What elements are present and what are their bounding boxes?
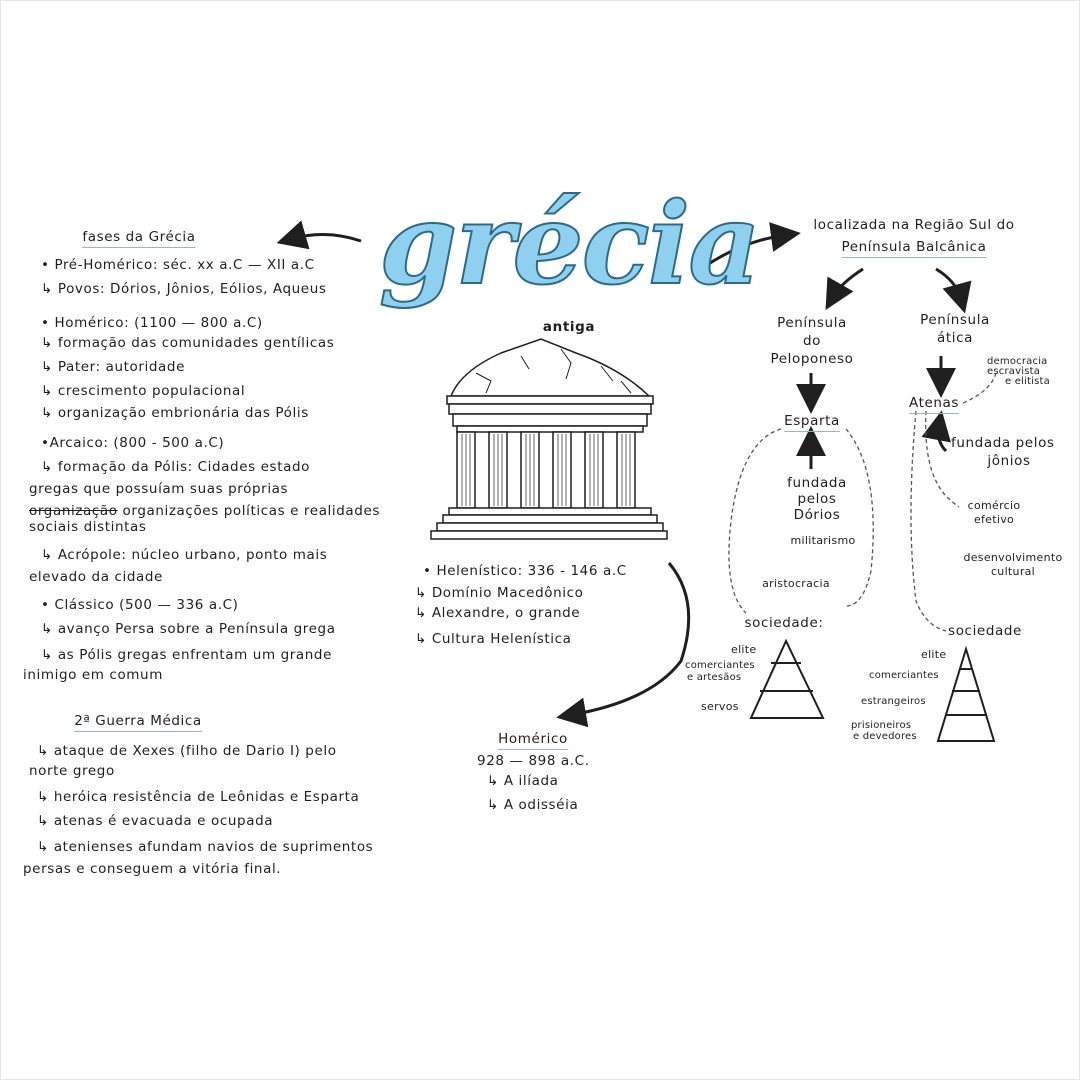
pater-line xyxy=(41,359,185,375)
arrow-to-fases xyxy=(291,234,361,241)
drawing-layer xyxy=(1,1,1080,1080)
atenienses-text: atenienses afundam navios de suprimentos xyxy=(53,839,374,855)
homerico-heading: Homérico xyxy=(498,731,568,750)
esparta-name: Esparta xyxy=(784,413,840,432)
formacao-comunidades-text: formação das comunidades gentílicas xyxy=(57,335,335,351)
povos-text: Povos: Dórios, Jônios, Eólios, Aqueus xyxy=(57,281,327,297)
polis-enfrentam-text: as Pólis gregas enfrentam um grande xyxy=(57,647,333,663)
atica-l1: Península xyxy=(920,312,990,328)
ataque-text: ataque de Xexes (filho de Dario I) pelo xyxy=(53,743,337,759)
polis-enfrentam-line xyxy=(41,647,332,663)
desenvolvimento-l2: cultural xyxy=(990,565,1036,578)
atenas-prisioneiros-l2: e devedores xyxy=(853,731,917,742)
helenistico-fase: • Helenístico: 336 - 146 a.C xyxy=(423,563,627,579)
peloponeso-l1: Península xyxy=(777,315,847,331)
atenas-fundada-l1: fundada pelos xyxy=(951,435,1055,451)
localizacao-line1: localizada na Região Sul do xyxy=(813,217,1015,233)
arrow-to-homerico xyxy=(571,563,689,715)
democracia-l1: democracia xyxy=(987,356,1048,367)
atenas-sociedade: sociedade xyxy=(948,623,1022,639)
esparta-fundada-l3: Dórios xyxy=(793,507,841,523)
dominio-line xyxy=(415,585,584,601)
subtitle-antiga: antiga xyxy=(542,319,596,335)
esparta-fundada-l2: pelos xyxy=(797,491,837,507)
atenas-evacuada-line xyxy=(37,813,273,829)
atenas-name: Atenas xyxy=(909,395,959,414)
arrow-fundada-atenas xyxy=(938,425,946,451)
acropole-text: Acrópole: núcleo urbano, ponto mais xyxy=(57,547,328,563)
esparta-sociedade: sociedade: xyxy=(744,615,824,631)
atenas-fundada-l2: jônios xyxy=(987,453,1031,469)
title-grecia: grécia xyxy=(379,179,759,310)
avanco-line xyxy=(41,621,336,637)
sub-arrow-icon: ↳ xyxy=(41,547,58,563)
esparta-comerciantes-l2: e artesãos xyxy=(687,672,742,683)
formacao-polis-line xyxy=(41,459,310,475)
homerico-dates: 928 — 898 a.C. xyxy=(477,753,590,769)
persas-line: persas e conseguem a vitória final. xyxy=(23,861,282,877)
arrow-to-atica xyxy=(936,269,961,299)
atenas-estrangeiros: estrangeiros xyxy=(861,696,926,707)
esparta-elite: elite xyxy=(731,643,757,656)
atenas-prisioneiros-l1: prisioneiros xyxy=(851,720,912,731)
atica-l2: ática xyxy=(936,330,974,346)
esparta-pyramid xyxy=(751,641,823,718)
pre-homerico: • Pré-Homérico: séc. xx a.C — XII a.C xyxy=(41,257,315,273)
formacao-polis-text: formação da Pólis: Cidades estado xyxy=(57,459,310,475)
crescimento-line xyxy=(41,383,245,399)
cultura-text: Cultura Helenística xyxy=(431,631,572,647)
avanco-text: avanço Persa sobre a Península grega xyxy=(57,621,336,637)
iliada-line xyxy=(487,773,559,789)
organizacao-text: organização embrionária das Pólis xyxy=(57,405,309,421)
sub-arrow-icon: ↳ xyxy=(41,405,58,421)
sub-arrow-icon: ↳ xyxy=(487,797,504,813)
org-politicas-text: organizações políticas e realidades xyxy=(122,503,381,519)
sub-arrow-icon: ↳ xyxy=(37,743,54,759)
organizacao-line xyxy=(41,405,309,421)
dominio-text: Domínio Macedônico xyxy=(431,585,584,601)
atenienses-line xyxy=(37,839,373,855)
atenas-evacuada-text: atenas é evacuada e ocupada xyxy=(53,813,274,829)
atenas-elite: elite xyxy=(921,648,947,661)
esparta-servos: servos xyxy=(701,700,739,713)
peloponeso-l2: do xyxy=(802,333,822,349)
sub-arrow-icon: ↳ xyxy=(415,631,432,647)
ataque-line xyxy=(37,743,337,759)
sub-arrow-icon: ↳ xyxy=(487,773,504,789)
localizacao-line2: Península Balcânica xyxy=(841,239,986,258)
sociais-line: sociais distintas xyxy=(29,519,147,535)
aristocracia: aristocracia xyxy=(762,577,830,590)
sub-arrow-icon: ↳ xyxy=(37,813,54,829)
sub-arrow-icon: ↳ xyxy=(41,335,58,351)
norte-line: norte grego xyxy=(29,763,115,779)
esparta-comerciantes-l1: comerciantes xyxy=(685,660,755,671)
sub-arrow-icon: ↳ xyxy=(41,621,58,637)
parthenon-illustration xyxy=(431,339,667,539)
alexandre-text: Alexandre, o grande xyxy=(431,605,581,621)
sub-arrow-icon: ↳ xyxy=(41,281,58,297)
sub-arrow-icon: ↳ xyxy=(415,605,432,621)
formacao-comunidades-line xyxy=(41,335,334,351)
org-politicas-line xyxy=(29,503,380,519)
peloponeso-l3: Peloponeso xyxy=(770,351,854,367)
inimigo-line: inimigo em comum xyxy=(23,667,163,683)
povos-line xyxy=(41,281,327,297)
comercio-l1: comércio xyxy=(967,499,1021,512)
heroica-line xyxy=(37,789,359,805)
pater-text: Pater: autoridade xyxy=(57,359,185,375)
democracia-l2: escravista xyxy=(987,366,1041,377)
desenvolvimento-l1: desenvolvimento xyxy=(963,551,1063,564)
sub-arrow-icon: ↳ xyxy=(41,459,58,475)
homerico-fase: • Homérico: (1100 — 800 a.C) xyxy=(41,315,263,331)
classico-fase: • Clássico (500 — 336 a.C) xyxy=(41,597,239,613)
sub-arrow-icon: ↳ xyxy=(37,839,54,855)
alexandre-line xyxy=(415,605,580,621)
guerra-heading: 2ª Guerra Médica xyxy=(74,713,202,732)
arrow-to-peloponeso xyxy=(833,269,863,297)
arcaico-fase: •Arcaico: (800 - 500 a.C) xyxy=(41,435,225,451)
sub-arrow-icon: ↳ xyxy=(41,359,58,375)
odisseia-text: A odisséia xyxy=(503,797,579,813)
elevado-line: elevado da cidade xyxy=(29,569,163,585)
odisseia-line xyxy=(487,797,578,813)
atenas-pyramid xyxy=(938,649,994,741)
sub-arrow-icon: ↳ xyxy=(41,647,58,663)
comercio-l2: efetivo xyxy=(973,513,1015,526)
iliada-text: A ilíada xyxy=(503,773,559,789)
sub-arrow-icon: ↳ xyxy=(41,383,58,399)
heroica-text: heróica resistência de Leônidas e Esparta xyxy=(53,789,360,805)
fases-heading: fases da Grécia xyxy=(82,229,195,248)
sub-arrow-icon: ↳ xyxy=(415,585,432,601)
gregas-line: gregas que possuíam suas próprias xyxy=(29,481,289,497)
militarismo: militarismo xyxy=(790,534,856,547)
acropole-line xyxy=(41,547,327,563)
democracia-l3: e elitista xyxy=(1005,376,1050,387)
crescimento-text: crescimento populacional xyxy=(57,383,246,399)
sub-arrow-icon: ↳ xyxy=(37,789,54,805)
esparta-fundada-l1: fundada xyxy=(787,475,847,491)
cultura-line xyxy=(415,631,572,647)
struck-word: organização xyxy=(29,503,118,519)
atenas-comerciantes: comerciantes xyxy=(869,670,939,681)
